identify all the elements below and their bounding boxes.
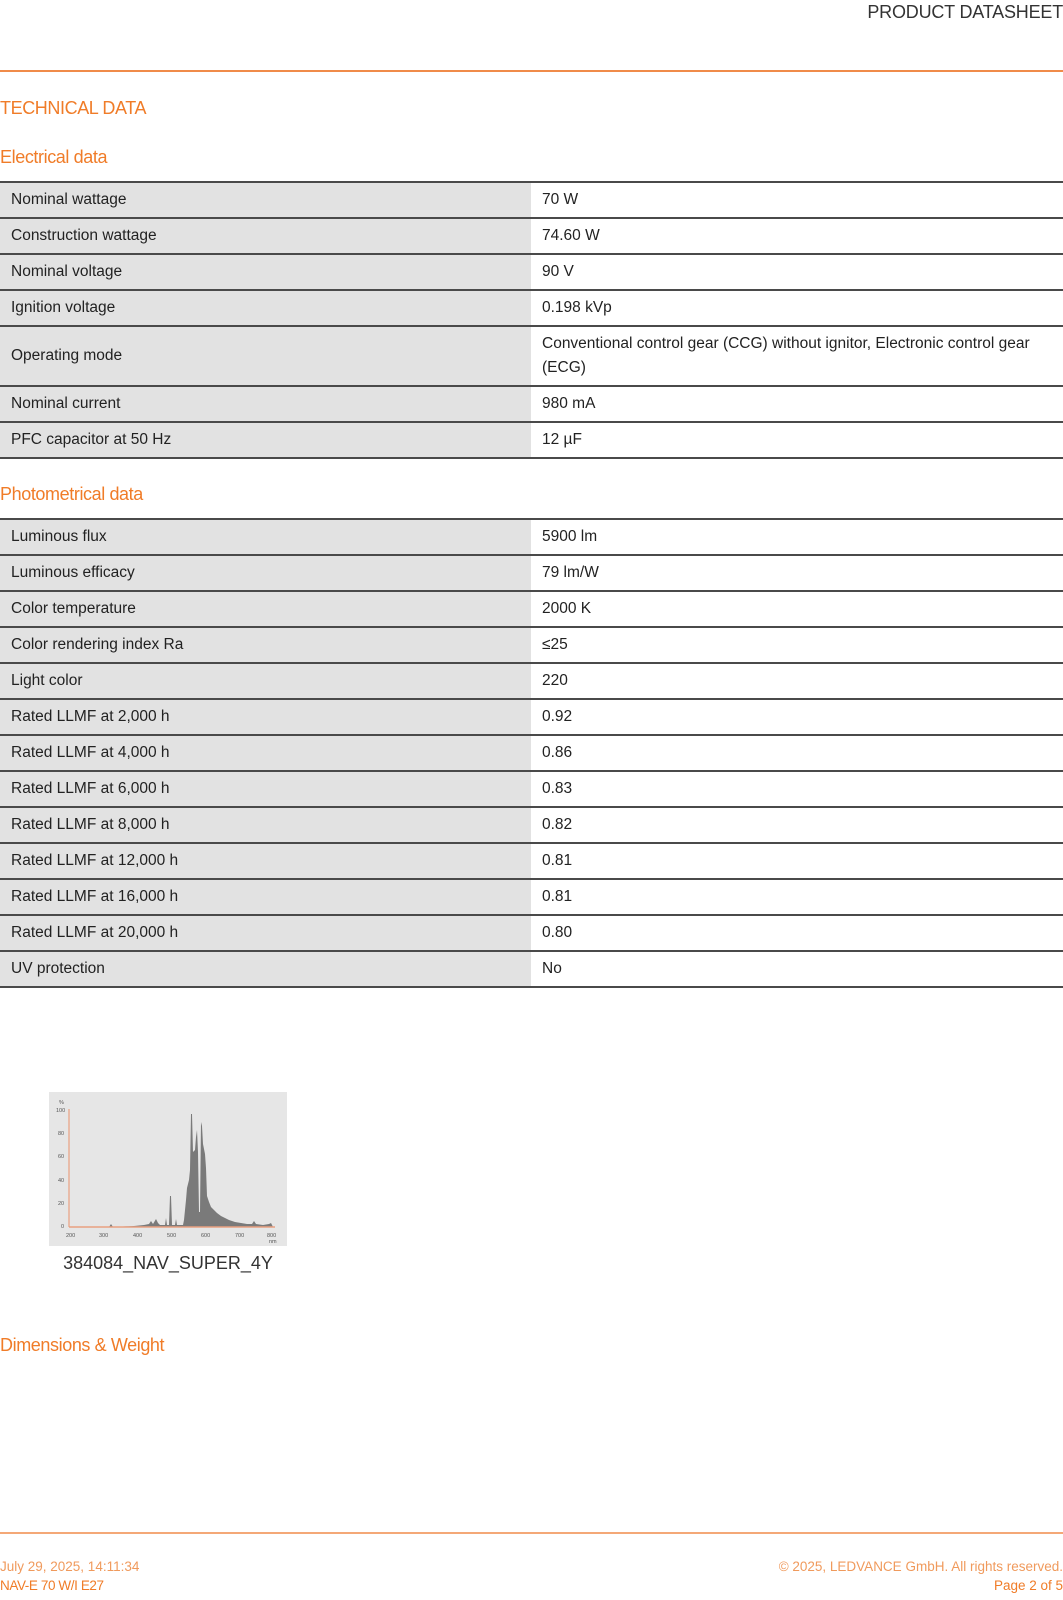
photometrical-data-table	[0, 518, 1063, 988]
spec-label: Nominal voltage	[0, 254, 531, 290]
table-row	[0, 218, 1063, 254]
spec-label: Rated LLMF at 20,000 h	[0, 915, 531, 951]
spec-value: 2000 K	[531, 591, 1063, 627]
table-row	[0, 519, 1063, 555]
table-row	[0, 627, 1063, 663]
spec-value: 0.198 kVp	[531, 290, 1063, 326]
footer-timestamp: July 29, 2025, 14:11:34	[0, 1559, 140, 1574]
spec-value: 0.92	[531, 699, 1063, 735]
spec-label: Ignition voltage	[0, 290, 531, 326]
table-row	[0, 699, 1063, 735]
spec-value: 79 lm/W	[531, 555, 1063, 591]
table-row	[0, 843, 1063, 879]
spec-value: 12 µF	[531, 422, 1063, 458]
spec-value: No	[531, 951, 1063, 987]
spec-label: UV protection	[0, 951, 531, 987]
dimensions-weight-heading: Dimensions & Weight	[0, 1335, 165, 1355]
svg-text:0: 0	[61, 1224, 65, 1230]
spec-value: ≤25	[531, 627, 1063, 663]
table-row	[0, 879, 1063, 915]
svg-text:400: 400	[133, 1233, 143, 1239]
table-row	[0, 915, 1063, 951]
spec-value: 5900 lm	[531, 519, 1063, 555]
spec-value: Conventional control gear (CCG) without ignitor, Electronic control gear (ECG)	[531, 326, 1063, 386]
header-divider	[0, 70, 1063, 72]
spec-label: Rated LLMF at 12,000 h	[0, 843, 531, 879]
spec-value: 90 V	[531, 254, 1063, 290]
spec-label: Operating mode	[0, 326, 531, 386]
spec-label: Rated LLMF at 8,000 h	[0, 807, 531, 843]
table-row	[0, 386, 1063, 422]
spec-value: 70 W	[531, 182, 1063, 218]
svg-text:60: 60	[58, 1154, 65, 1160]
svg-text:100: 100	[56, 1108, 66, 1114]
svg-text:40: 40	[58, 1178, 65, 1184]
svg-text:200: 200	[66, 1233, 76, 1239]
spec-label: Rated LLMF at 6,000 h	[0, 771, 531, 807]
spec-label: Nominal current	[0, 386, 531, 422]
x-unit-label: nm	[269, 1239, 277, 1245]
table-row	[0, 807, 1063, 843]
table-row	[0, 182, 1063, 218]
electrical-data-table	[0, 181, 1063, 459]
spec-label: Color temperature	[0, 591, 531, 627]
spectral-distribution-chart	[49, 1092, 287, 1246]
table-row	[0, 326, 1063, 386]
table-row	[0, 771, 1063, 807]
svg-text:20: 20	[58, 1201, 65, 1207]
table-row	[0, 735, 1063, 771]
table-row	[0, 951, 1063, 987]
spec-label: Nominal wattage	[0, 182, 531, 218]
spec-value: 74.60 W	[531, 218, 1063, 254]
table-row	[0, 254, 1063, 290]
spec-label: Light color	[0, 663, 531, 699]
spec-label: Color rendering index Ra	[0, 627, 531, 663]
spec-label: Rated LLMF at 2,000 h	[0, 699, 531, 735]
spec-value: 220	[531, 663, 1063, 699]
spec-label: Rated LLMF at 4,000 h	[0, 735, 531, 771]
photometrical-data-heading: Photometrical data	[0, 484, 143, 504]
table-row	[0, 555, 1063, 591]
spec-label: Luminous efficacy	[0, 555, 531, 591]
table-row	[0, 422, 1063, 458]
electrical-data-heading: Electrical data	[0, 147, 108, 167]
spec-value: 980 mA	[531, 386, 1063, 422]
spectrum-plot	[49, 1092, 287, 1246]
footer-copyright: © 2025, LEDVANCE GmbH. All rights reserved.	[778, 1559, 1063, 1574]
y-unit-label: %	[59, 1100, 64, 1106]
spec-value: 0.81	[531, 879, 1063, 915]
spec-label: Luminous flux	[0, 519, 531, 555]
table-row	[0, 663, 1063, 699]
document-type-title: PRODUCT DATASHEET	[867, 2, 1063, 22]
technical-data-heading: TECHNICAL DATA	[0, 98, 147, 118]
svg-text:300: 300	[99, 1233, 109, 1239]
svg-text:800: 800	[267, 1233, 277, 1239]
svg-text:700: 700	[235, 1233, 245, 1239]
footer-divider	[0, 1532, 1063, 1534]
spec-label: PFC capacitor at 50 Hz	[0, 422, 531, 458]
spec-value: 0.82	[531, 807, 1063, 843]
table-row	[0, 290, 1063, 326]
spec-label: Rated LLMF at 16,000 h	[0, 879, 531, 915]
spec-value: 0.86	[531, 735, 1063, 771]
spec-value: 0.80	[531, 915, 1063, 951]
spec-label: Construction wattage	[0, 218, 531, 254]
chart-caption: 384084_NAV_SUPER_4Y	[63, 1253, 273, 1273]
svg-text:600: 600	[201, 1233, 211, 1239]
svg-text:500: 500	[167, 1233, 177, 1239]
svg-text:80: 80	[58, 1131, 65, 1137]
footer-product-name: NAV-E 70 W/I E27	[0, 1578, 104, 1593]
spec-value: 0.83	[531, 771, 1063, 807]
table-row	[0, 591, 1063, 627]
spec-value: 0.81	[531, 843, 1063, 879]
footer-page-number: Page 2 of 5	[993, 1578, 1063, 1593]
